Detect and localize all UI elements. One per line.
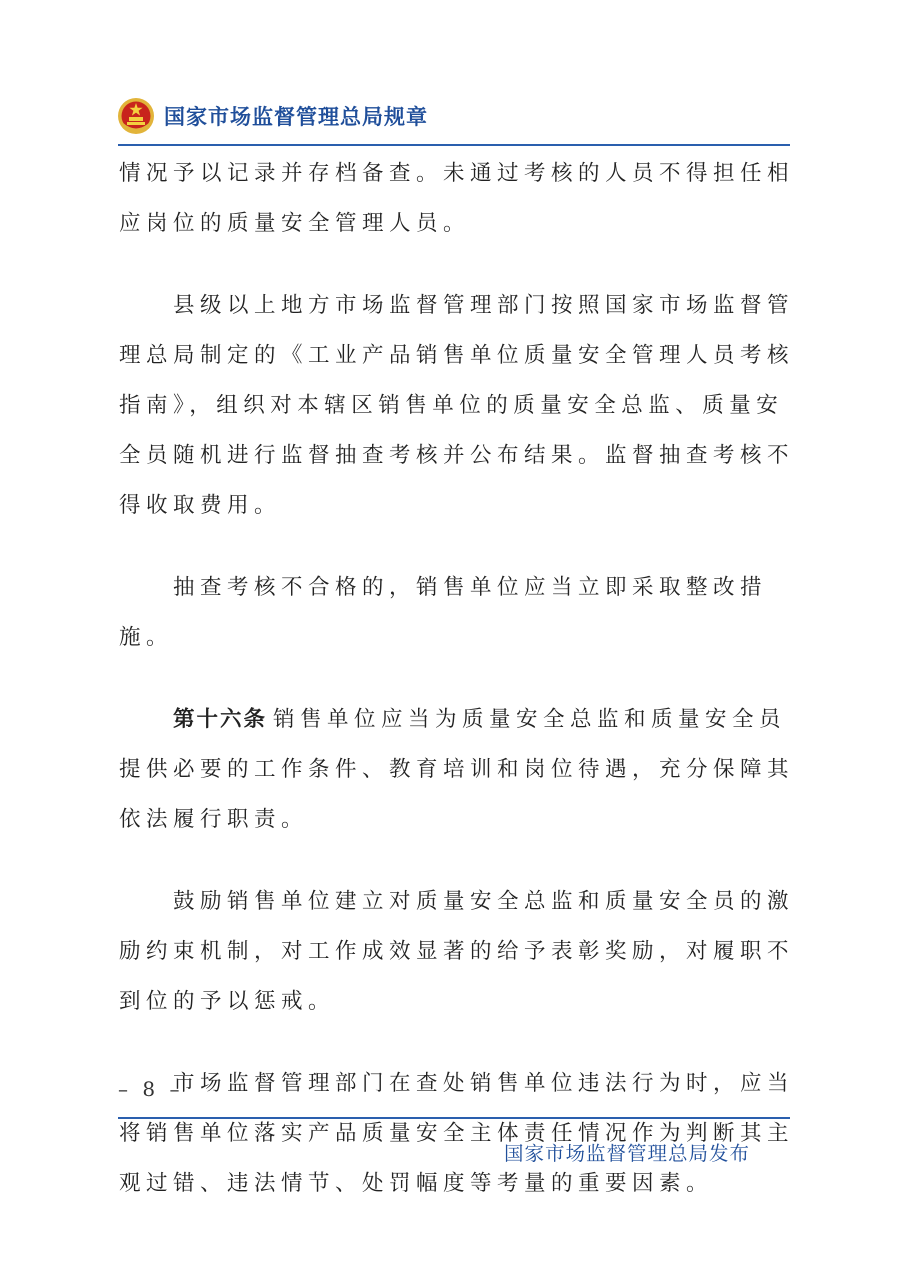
paragraph-2: 县级以上地方市场监督管理部门按照国家市场监督管理总局制定的《工业产品销售单位质量安全管理人员考核指南》，组织对本辖区销售单位的质量安全总监、质量安全员随机进行监督抽查考核并公布结果。监督抽查考核不得收取费用。: [119, 293, 795, 518]
paragraph-4: [119, 695, 799, 845]
paragraph-1: 情况予以记录并存档备查。未通过考核的人员不得担任相应岗位的质量安全管理人员。: [119, 161, 795, 236]
page-number: – 8 –: [118, 1077, 184, 1101]
paragraph-3: 抽查考核不合格的，销售单位应当立即采取整改措施。: [119, 575, 768, 650]
paragraph-5: 鼓励销售单位建立对质量安全总监和质量安全员的激励约束机制，对工作成效显著的给予表彰奖励，对履职不到位的予以惩戒。: [119, 889, 795, 1014]
header-divider: [118, 144, 790, 146]
footer-publisher: 国家市场监督管理总局发布: [503, 1142, 750, 1165]
national-emblem-icon: [116, 96, 156, 136]
paragraph-6: 市场监督管理部门在查处销售单位违法行为时，应当将销售单位落实产品质量安全主体责任情况作为判断其主观过错、违法情节、处罚幅度等考量的重要因素。: [119, 1071, 795, 1196]
footer-divider: [118, 1117, 790, 1119]
header-title: 国家市场监督管理总局规章: [164, 105, 428, 129]
document-body: [119, 149, 799, 1209]
paragraph-4-text: 销售单位应当为质量安全总监和质量安全员提供必要的工作条件、教育培训和岗位待遇，充分保障其依法履行职责。: [119, 707, 795, 832]
page-header: [116, 95, 428, 137]
article-heading: 第十六条: [173, 707, 268, 732]
